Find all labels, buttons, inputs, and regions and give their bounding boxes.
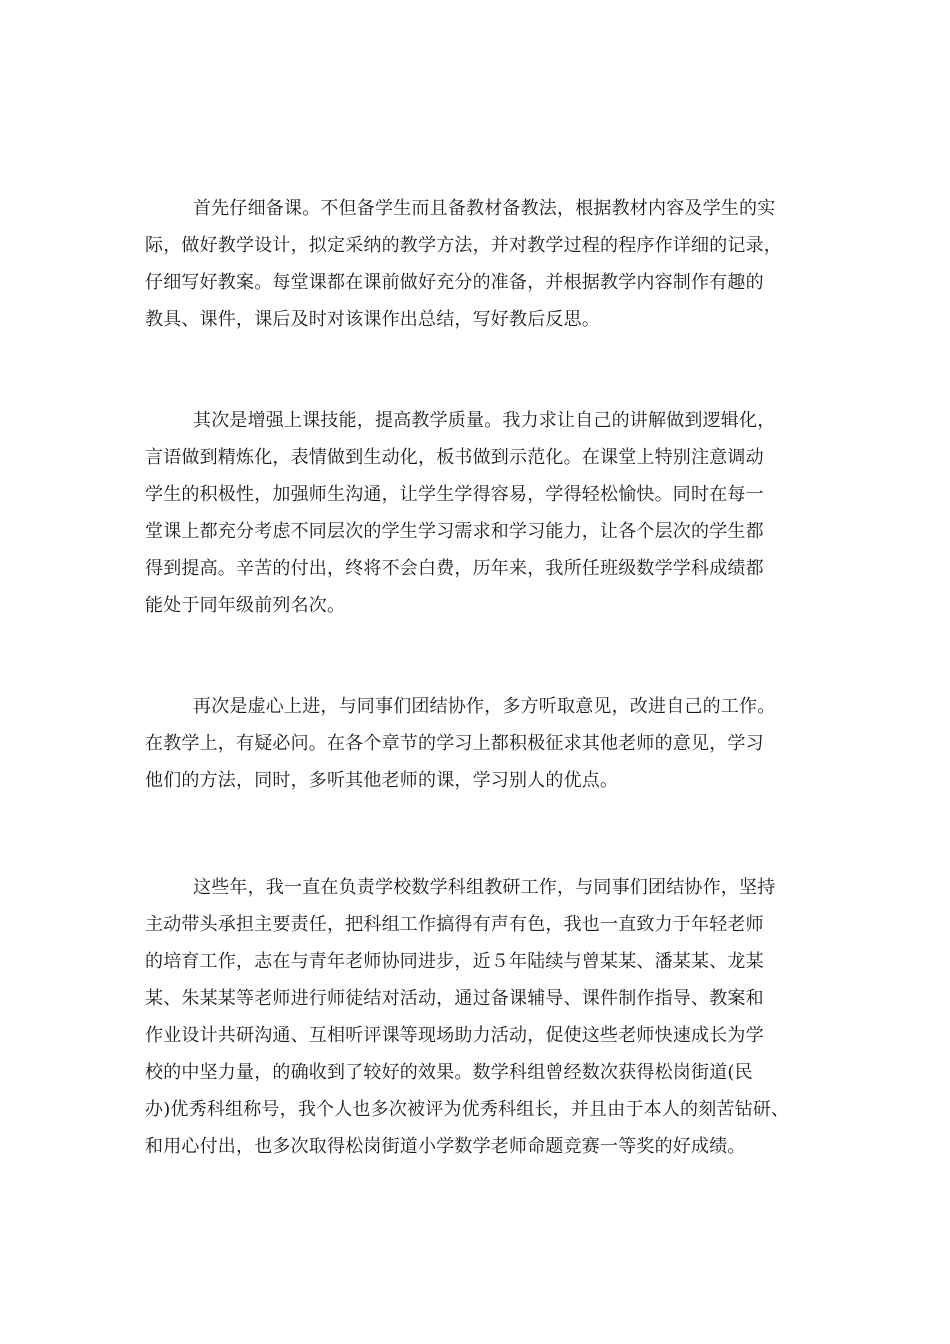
text-line: 这些年，我一直在负责学校数学科组教研工作，与同事们团结协作，坚持 (193, 877, 776, 898)
paragraph-cooperation (145, 688, 825, 799)
text-line: 学生的积极性，加强师生沟通，让学生学得容易，学得轻松愉快。同时在每一 (145, 484, 764, 505)
text-line: 再次是虚心上进，与同事们团结协作，多方听取意见，改进自己的工作。 (193, 696, 776, 717)
text-line: 得到提高。辛苦的付出，终将不会白费，历年来，我所任班级数学学科成绩都 (145, 558, 764, 579)
text-line: 堂课上都充分考虑不同层次的学生学习需求和学习能力，让各个层次的学生都 (145, 521, 764, 542)
text-line: 言语做到精炼化，表情做到生动化，板书做到示范化。在课堂上特别注意调动 (145, 447, 764, 468)
text-line: 主动带头承担主要责任，把科组工作搞得有声有色，我也一直致力于年轻老师 (145, 914, 764, 935)
text-line: 的培育工作，志在与青年老师协同进步，近５年陆续与曾某某、潘某某、龙某 (145, 951, 764, 972)
text-line: 教具、课件，课后及时对该课作出总结，写好教后反思。 (145, 309, 600, 330)
text-line: 某、朱某某等老师进行师徒结对活动，通过备课辅导、课件制作指导、教案和 (145, 988, 764, 1009)
text-line: 作业设计共研沟通、互相听评课等现场助力活动，促使这些老师快速成长为学 (145, 1025, 764, 1046)
text-line: 校的中坚力量，的确收到了较好的效果。数学科组曾经数次获得松岗街道(民 (145, 1062, 753, 1083)
text-line: 仔细写好教案。每堂课都在课前做好充分的准备，并根据教学内容制作有趣的 (145, 272, 764, 293)
text-line: 首先仔细备课。不但备学生而且备教材备教法，根据教材内容及学生的实 (193, 198, 776, 219)
paragraph-lesson-preparation (145, 190, 825, 338)
text-line: 他们的方法，同时，多听其他老师的课，学习别人的优点。 (145, 770, 619, 791)
text-line: 和用心付出，也多次取得松岗街道小学数学老师命题竞赛一等奖的好成绩。 (145, 1136, 746, 1157)
text-line: 在教学上，有疑必问。在各个章节的学习上都积极征求其他老师的意见，学习 (145, 733, 764, 754)
text-line: 办)优秀科组称号，我个人也多次被评为优秀科组长，并且由于本人的刻苦钻研、 (145, 1099, 790, 1120)
text-line: 际，做好教学设计，拟定采纳的教学方法，并对教学过程的程序作详细的记录， (145, 235, 782, 256)
paragraph-research-group (145, 869, 825, 1165)
text-line: 能处于同年级前列名次。 (145, 595, 346, 616)
text-line: 其次是增强上课技能，提高教学质量。我力求让自己的讲解做到逻辑化， (193, 410, 776, 431)
paragraph-teaching-skills (145, 402, 825, 624)
